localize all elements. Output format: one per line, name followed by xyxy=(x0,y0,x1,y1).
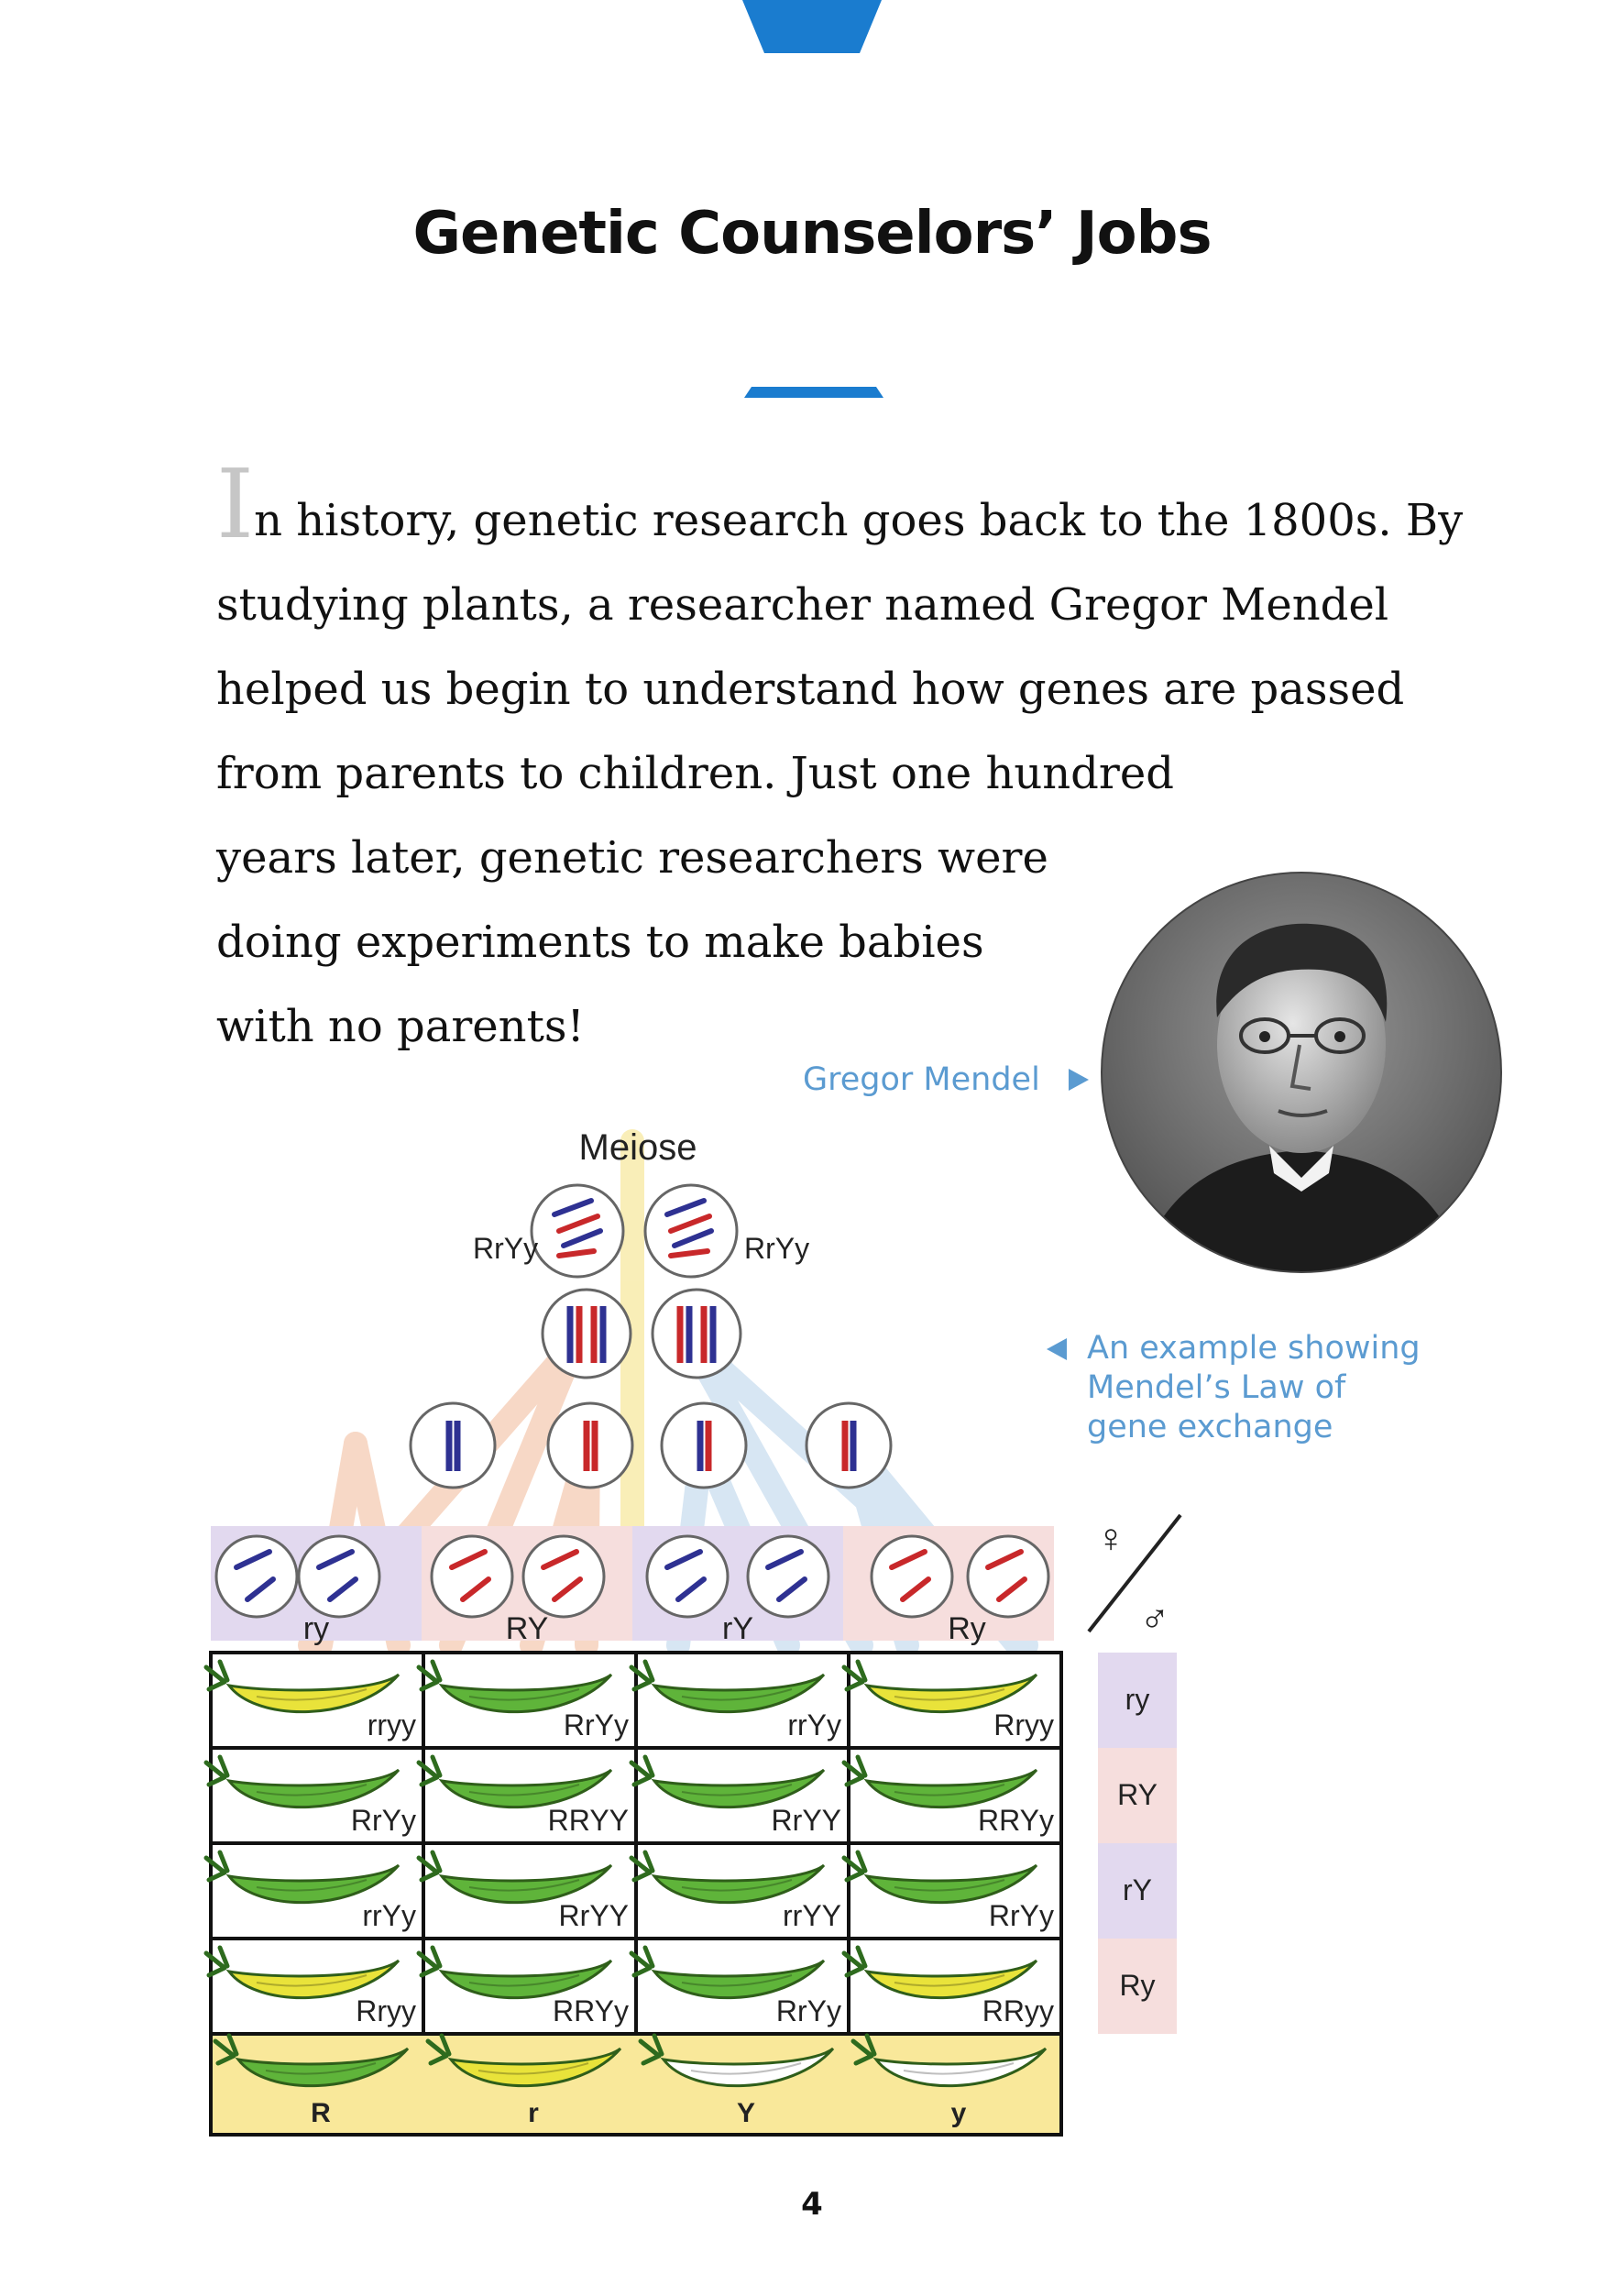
gamete-cell xyxy=(968,1536,1048,1617)
gamete-label: Ry xyxy=(948,1611,986,1646)
genotype-label: RRYy xyxy=(978,1804,1054,1837)
gamete-label: ry xyxy=(302,1611,330,1646)
genotype-label: RRYy xyxy=(553,1994,629,2027)
body-line-3: helped us begin to understand how genes are passed xyxy=(216,664,1405,715)
genotype-label: RRyy xyxy=(982,1994,1054,2027)
page-title: Genetic Counselors’ Jobs xyxy=(412,200,1212,268)
grid-cell xyxy=(419,1653,636,1748)
male-symbol: ♂ xyxy=(1139,1597,1170,1642)
grid-cell xyxy=(206,1939,423,2034)
cell xyxy=(543,1290,631,1378)
drop-cap: I xyxy=(216,448,255,560)
genotype-label: RRYY xyxy=(547,1804,629,1837)
body-line-7: with no parents! xyxy=(216,1001,585,1052)
genotype-label: RrYy xyxy=(988,1899,1054,1932)
gamete-label: RY xyxy=(505,1611,549,1646)
diagram-caption-line: gene exchange xyxy=(1087,1409,1333,1445)
cell xyxy=(807,1403,891,1488)
title-underline xyxy=(744,387,883,398)
cell xyxy=(653,1290,741,1378)
genotype-label: Rryy xyxy=(356,1994,416,2027)
diagram-title: Meiose xyxy=(578,1127,697,1168)
body-line-5: years later, genetic researchers were xyxy=(216,832,1048,884)
arrow-right-icon xyxy=(1067,1067,1091,1093)
genotype-label: Rryy xyxy=(993,1708,1054,1741)
genotype-label: rrYy xyxy=(362,1899,416,1932)
punnett-grid xyxy=(206,1653,1061,2034)
grid-cell xyxy=(844,1843,1061,1939)
row-label: rY xyxy=(1123,1873,1152,1906)
gamete-cell xyxy=(216,1536,297,1617)
cell xyxy=(645,1185,737,1277)
legend-label: R xyxy=(311,2098,331,2128)
portrait-caption xyxy=(803,1061,1091,1098)
row-label: Ry xyxy=(1119,1969,1156,2002)
cell xyxy=(411,1403,495,1488)
female-symbol: ♀ xyxy=(1095,1516,1126,1561)
genotype-label: rryy xyxy=(367,1708,416,1741)
grid-cell xyxy=(844,1653,1061,1748)
grid-cell xyxy=(631,1939,849,2034)
gamete-label: rY xyxy=(722,1611,753,1646)
grid-cell xyxy=(844,1939,1061,2034)
top-accent-tab xyxy=(742,0,882,53)
grid-cell xyxy=(419,1843,636,1939)
genotype-label: RrYy xyxy=(350,1804,416,1837)
body-line-1 xyxy=(216,448,1464,563)
gamete-cell xyxy=(299,1536,379,1617)
parent-genotype-left: RrYy xyxy=(473,1232,539,1265)
grid-cell xyxy=(419,1939,636,2034)
genotype-label: RrYY xyxy=(771,1804,841,1837)
legend-label: y xyxy=(950,2098,967,2128)
genotype-label: RrYy xyxy=(563,1708,629,1741)
grid-cell xyxy=(419,1748,636,1843)
body-line-6: doing experiments to make babies xyxy=(216,917,984,968)
grid-cell xyxy=(631,1843,849,1939)
diagram-caption-line: Mendel’s Law of xyxy=(1087,1369,1346,1406)
gamete-cell xyxy=(523,1536,604,1617)
row-label: RY xyxy=(1117,1778,1158,1811)
cell xyxy=(548,1403,632,1488)
cell xyxy=(532,1185,623,1277)
gamete-cell xyxy=(432,1536,512,1617)
legend-label: r xyxy=(528,2098,539,2128)
genotype-label: RrYY xyxy=(558,1899,629,1932)
row-label: ry xyxy=(1125,1683,1150,1716)
grid-cell xyxy=(844,1748,1061,1843)
genotype-label: RrYy xyxy=(775,1994,841,2027)
body-line-text: n history, genetic research goes back to the 1800s. By xyxy=(254,495,1464,546)
genotype-label: rrYY xyxy=(783,1899,841,1932)
grid-cell xyxy=(206,1843,423,1939)
portrait-caption-text: Gregor Mendel xyxy=(803,1061,1040,1098)
gamete-cell xyxy=(647,1536,728,1617)
genotype-label: rrYy xyxy=(787,1708,841,1741)
grid-cell xyxy=(631,1653,849,1748)
parent-genotype-right: RrYy xyxy=(744,1232,810,1265)
grid-cell xyxy=(631,1748,849,1843)
grid-cell xyxy=(206,1748,423,1843)
body-line-2: studying plants, a researcher named Gregor Mendel xyxy=(216,579,1389,631)
gamete-cell xyxy=(872,1536,952,1617)
legend-label: Y xyxy=(736,2098,756,2128)
grid-cell xyxy=(206,1653,423,1748)
legend-row xyxy=(211,2034,1061,2135)
body-line-4: from parents to children. Just one hundred xyxy=(216,748,1174,799)
cell xyxy=(662,1403,746,1488)
gamete-cell xyxy=(748,1536,828,1617)
diagram-caption-line: An example showing xyxy=(1087,1330,1421,1367)
page-number: 4 xyxy=(801,2186,823,2223)
mendel-law-diagram xyxy=(202,1123,1191,2140)
